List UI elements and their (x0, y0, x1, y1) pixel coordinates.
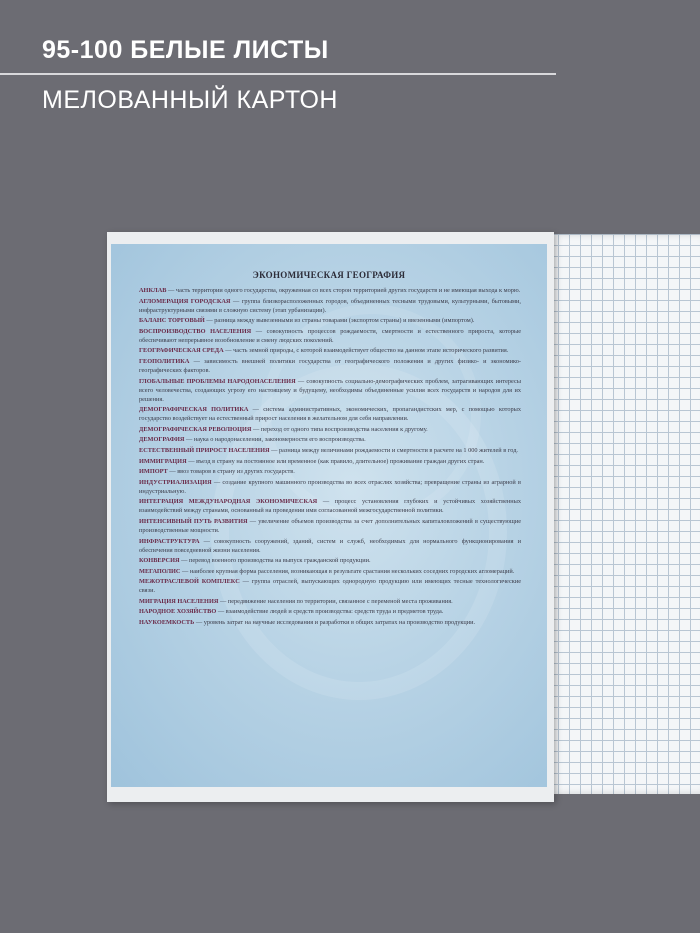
glossary-definition: — совокупность социально-демографических проблем, затрагивающих интересы всего человечества, создающих угрозу его настоящему и будущему, необходимы объединенные усилия всех государств и народов для их решения. (139, 377, 521, 403)
glossary-definition: — въезд в страну на постоянное или временное (как правило, длительное) проживание граждан других стран. (186, 457, 485, 465)
glossary-definition: — система административных, экономических, пропагандистских мер, с помощью которых государство воздействует на естественный прирост населения в желательном для себя направлении. (139, 406, 521, 423)
glossary-entry (139, 577, 521, 595)
glossary-term: ГЕОПОЛИТИКА (139, 357, 190, 365)
glossary-definition: — часть земной природы, с которой взаимодействует общество на данном этапе исторического развития. (223, 347, 509, 355)
glossary-definition: — наука о народонаселении, закономерности его воспроизводства. (184, 436, 366, 444)
glossary-term: ИНТЕНСИВНЫЙ ПУТЬ РАЗВИТИЯ (139, 517, 248, 525)
glossary-definition: — перевод военного производства на выпуск гражданской продукции. (179, 557, 371, 565)
notebook-cover (111, 244, 547, 787)
glossary-definition: — передвижение населения по территории, связанное с переменой места проживания. (218, 597, 453, 605)
glossary-term: ДЕМОГРАФИЯ (139, 436, 185, 444)
glossary-entry (139, 457, 521, 466)
glossary-entry (139, 567, 521, 576)
glossary-definition: — разница между величинами рождаемости и смертности в расчете на 1 000 жителей в год. (269, 446, 518, 454)
glossary-definition: — переход от одного типа воспроизводства населения к другому. (251, 425, 428, 433)
glossary-term: МИГРАЦИЯ НАСЕЛЕНИЯ (139, 597, 219, 605)
glossary-entry (139, 297, 521, 315)
header (0, 0, 700, 120)
glossary-definition: — разница между вывезенными из страны товарами (экспортом страны) и ввезенными (импортом). (204, 317, 475, 325)
glossary-entry (139, 435, 521, 444)
glossary-entry (139, 377, 521, 404)
notebook-photo (107, 232, 700, 802)
glossary-term: АГЛОМЕРАЦИЯ ГОРОДСКАЯ (139, 297, 231, 305)
glossary-term: ДЕМОГРАФИЧЕСКАЯ РЕВОЛЮЦИЯ (139, 425, 252, 433)
glossary-definition: — уровень затрат на научные исследования и разработки в общих затратах на производство продукции. (194, 619, 476, 627)
glossary-definition: — ввоз товаров в страну из других государств. (167, 468, 295, 476)
headline-cardboard: МЕЛОВАННЫЙ КАРТОН (42, 86, 338, 114)
glossary-entry (139, 405, 521, 423)
glossary-definition: — зависимость внешней политики государства от географического положения и других физико- и экономико-географических факторов. (139, 357, 521, 374)
glossary-term: БАЛАНС ТОРГОВЫЙ (139, 317, 205, 325)
glossary-term: ИНФРАСТРУКТУРА (139, 537, 200, 545)
glossary-entry (139, 467, 521, 476)
glossary-entry (139, 607, 521, 616)
glossary-term: ВОСПРОИЗВОДСТВО НАСЕЛЕНИЯ (139, 327, 252, 335)
glossary-entry (139, 357, 521, 375)
glossary-entry (139, 316, 521, 325)
glossary-term: ИНДУСТРИАЛИЗАЦИЯ (139, 478, 212, 486)
glossary-entry (139, 597, 521, 606)
glossary-entry (139, 556, 521, 565)
glossary-entry (139, 497, 521, 515)
glossary-entry (139, 446, 521, 455)
glossary-entry (139, 286, 521, 295)
glossary-entry (139, 346, 521, 355)
glossary-definition: — часть территории одного государства, окруженная со всех сторон территорией других государств и не имеющая выхода к морю. (166, 287, 521, 294)
glossary-entry (139, 327, 521, 345)
glossary-term: КОНВЕРСИЯ (139, 557, 180, 565)
glossary-definition: — группа отраслей, выпускающих однородную продукцию или имеющих тесные технологические связи. (139, 578, 522, 595)
glossary-entry (139, 517, 521, 535)
glossary-entry (139, 618, 521, 627)
glossary-entry (139, 537, 521, 555)
headline-sheets: 95-100 БЕЛЫЕ ЛИСТЫ (42, 36, 329, 64)
glossary-definition: — наиболее крупная форма расселения, возникающая в результате срастания нескольких соседних городских агломераций. (180, 567, 515, 575)
glossary-term: ГЛОБАЛЬНЫЕ ПРОБЛЕМЫ НАРОДОНАСЕЛЕНИЯ (139, 377, 296, 385)
glossary-definition: — группа близкорасположенных городов, объединенных тесными трудовыми, культурными, бытовыми, инфраструктурными связями в сложную систему (этап урбанизации). (139, 297, 521, 314)
glossary-definition: — создание крупного машинного производства во всех отраслях хозяйства; превращение страны из аграрной в индустриальную. (139, 478, 521, 495)
glossary-entry (139, 425, 521, 434)
glossary-term: МЕЖОТРАСЛЕВОЙ КОМПЛЕКС (139, 578, 240, 586)
glossary-term: ДЕМОГРАФИЧЕСКАЯ ПОЛИТИКА (139, 406, 249, 414)
glossary-definition: — совокупность сооружений, зданий, систем и служб, необходимых для нормального функционирования и обеспечения повседневной жизни населения. (139, 537, 521, 554)
glossary-term: ИММИГРАЦИЯ (139, 457, 187, 465)
glossary-term: ГЕОГРАФИЧЕСКАЯ СРЕДА (139, 347, 224, 355)
glossary-term: АНКЛАВ (139, 287, 167, 294)
glossary-term: МЕГАПОЛИС (139, 567, 181, 575)
glossary-list (139, 286, 521, 627)
glossary-term: ЕСТЕСТВЕННЫЙ ПРИРОСТ НАСЕЛЕНИЯ (139, 446, 270, 454)
divider (0, 73, 556, 75)
glossary-entry (139, 478, 521, 496)
glossary-definition: — взаимодействие людей и средств производства: средств труда и предметов труда. (216, 608, 444, 616)
glossary-term: НАРОДНОЕ ХОЗЯЙСТВО (139, 608, 217, 616)
glossary-term: НАУКОЕМКОСТЬ (139, 619, 195, 627)
glossary-definition: — процесс установления глубоких и устойчивых хозяйственных взаимодействий между странами, основанный на проведении ими согласованной межгосударственной политики. (139, 498, 521, 515)
glossary-definition: — совокупность процессов рождаемости, смертности и естественного прироста, которые обеспечивают непрерывное возобновление и смену людских поколений. (139, 327, 521, 344)
glossary-term: ИНТЕГРАЦИЯ МЕЖДУНАРОДНАЯ ЭКОНОМИЧЕСКАЯ (139, 498, 318, 506)
grid-page (547, 234, 700, 794)
cover-title: ЭКОНОМИЧЕСКАЯ ГЕОГРАФИЯ (252, 270, 406, 280)
glossary-term: ИМПОРТ (139, 468, 168, 476)
glossary-definition: — увеличение объемов производства за счет дополнительных капиталовложений в существующие производственные мощности. (139, 517, 521, 534)
notebook-back-cover (107, 232, 554, 802)
